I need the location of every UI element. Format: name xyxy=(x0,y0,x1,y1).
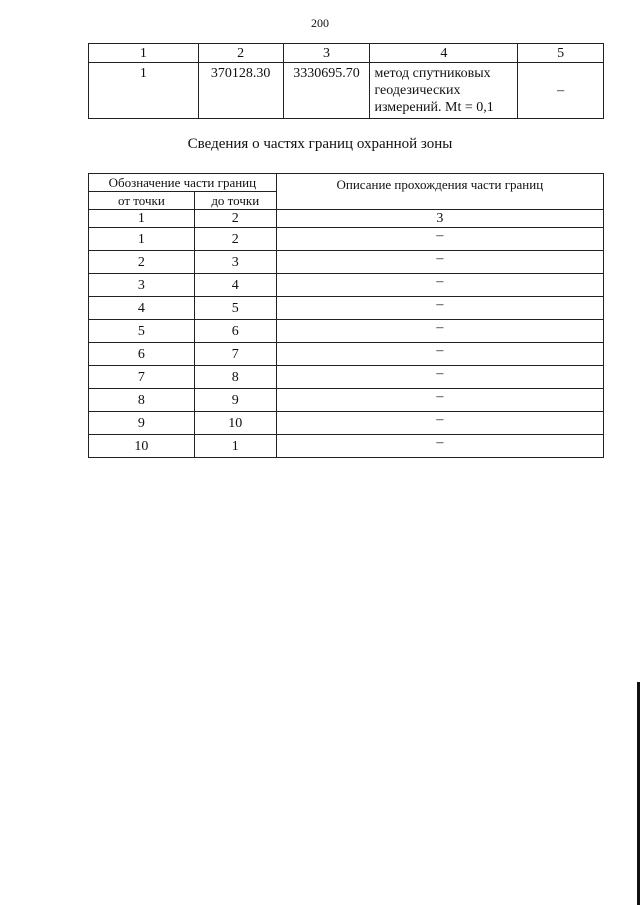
dash-mark: – xyxy=(436,342,444,358)
method-cell xyxy=(370,63,518,119)
to-point-cell: 8 xyxy=(194,366,276,389)
x-coordinate-cell: 370128.30 xyxy=(198,63,283,119)
point-number-cell: 1 xyxy=(89,63,199,119)
from-point-cell: 2 xyxy=(89,251,195,274)
to-point-cell: 6 xyxy=(194,320,276,343)
from-point-cell: 9 xyxy=(89,412,195,435)
column-number-cell: 3 xyxy=(276,210,603,228)
dash-mark: – xyxy=(436,250,444,266)
y-coordinate-cell: 3330695.70 xyxy=(283,63,370,119)
page-number: 200 xyxy=(311,16,329,30)
from-point-cell: 10 xyxy=(89,435,195,458)
table-row xyxy=(89,251,604,274)
from-point-cell: 3 xyxy=(89,274,195,297)
from-point-cell: 5 xyxy=(89,320,195,343)
dash-mark: – xyxy=(436,434,444,450)
header-cell: 5 xyxy=(518,44,604,63)
from-point-cell: 8 xyxy=(89,389,195,412)
to-point-cell: 4 xyxy=(194,274,276,297)
from-point-cell: 1 xyxy=(89,228,195,251)
column-number-cell: 2 xyxy=(194,210,276,228)
description-cell xyxy=(276,366,603,389)
to-point-cell: 1 xyxy=(194,435,276,458)
description-cell xyxy=(276,412,603,435)
table-row xyxy=(89,366,604,389)
to-point-cell: 2 xyxy=(194,228,276,251)
from-point-cell: 6 xyxy=(89,343,195,366)
dash-mark: – xyxy=(436,411,444,427)
table-row xyxy=(89,435,604,458)
description-cell xyxy=(276,228,603,251)
description-cell xyxy=(276,389,603,412)
dash-mark: – xyxy=(436,227,444,243)
header-cell: 1 xyxy=(89,44,199,63)
parts-table-body xyxy=(89,228,604,458)
table-row xyxy=(89,412,604,435)
description-cell: – xyxy=(518,63,604,119)
coordinates-data-row xyxy=(89,63,604,119)
to-point-cell: 3 xyxy=(194,251,276,274)
method-line: метод спутниковых xyxy=(374,66,491,81)
header-group-cell: Обозначение части границ xyxy=(89,174,277,192)
header-from-cell: от точки xyxy=(89,192,195,210)
table-row xyxy=(89,274,604,297)
description-cell xyxy=(276,297,603,320)
to-point-cell: 5 xyxy=(194,297,276,320)
header-cell: 4 xyxy=(370,44,518,63)
description-cell xyxy=(276,274,603,297)
dash-mark: – xyxy=(436,273,444,289)
to-point-cell: 9 xyxy=(194,389,276,412)
header-description-cell: Описание прохождения части границ xyxy=(276,174,603,210)
coordinates-header-row xyxy=(89,44,604,63)
table-row xyxy=(89,320,604,343)
from-point-cell: 7 xyxy=(89,366,195,389)
boundary-parts-table xyxy=(88,173,604,458)
from-point-cell: 4 xyxy=(89,297,195,320)
column-number-row xyxy=(89,210,604,228)
parts-header-row xyxy=(89,174,604,192)
table-row xyxy=(89,389,604,412)
dash-mark: – xyxy=(436,296,444,312)
table-row xyxy=(89,228,604,251)
section-title: Сведения о частях границ охранной зоны xyxy=(187,136,453,152)
table-row xyxy=(89,297,604,320)
method-line: измерений. Mt = 0,1 xyxy=(374,100,494,115)
header-cell: 3 xyxy=(283,44,370,63)
method-line: геодезических xyxy=(374,83,461,98)
coordinates-table xyxy=(88,43,604,119)
description-cell xyxy=(276,251,603,274)
dash-mark: – xyxy=(436,319,444,335)
header-to-cell: до точки xyxy=(194,192,276,210)
header-cell: 2 xyxy=(198,44,283,63)
column-number-cell: 1 xyxy=(89,210,195,228)
description-cell xyxy=(276,320,603,343)
description-cell xyxy=(276,343,603,366)
to-point-cell: 10 xyxy=(194,412,276,435)
description-cell xyxy=(276,435,603,458)
dash-mark: – xyxy=(436,365,444,381)
to-point-cell: 7 xyxy=(194,343,276,366)
table-row xyxy=(89,343,604,366)
dash-mark: – xyxy=(436,388,444,404)
